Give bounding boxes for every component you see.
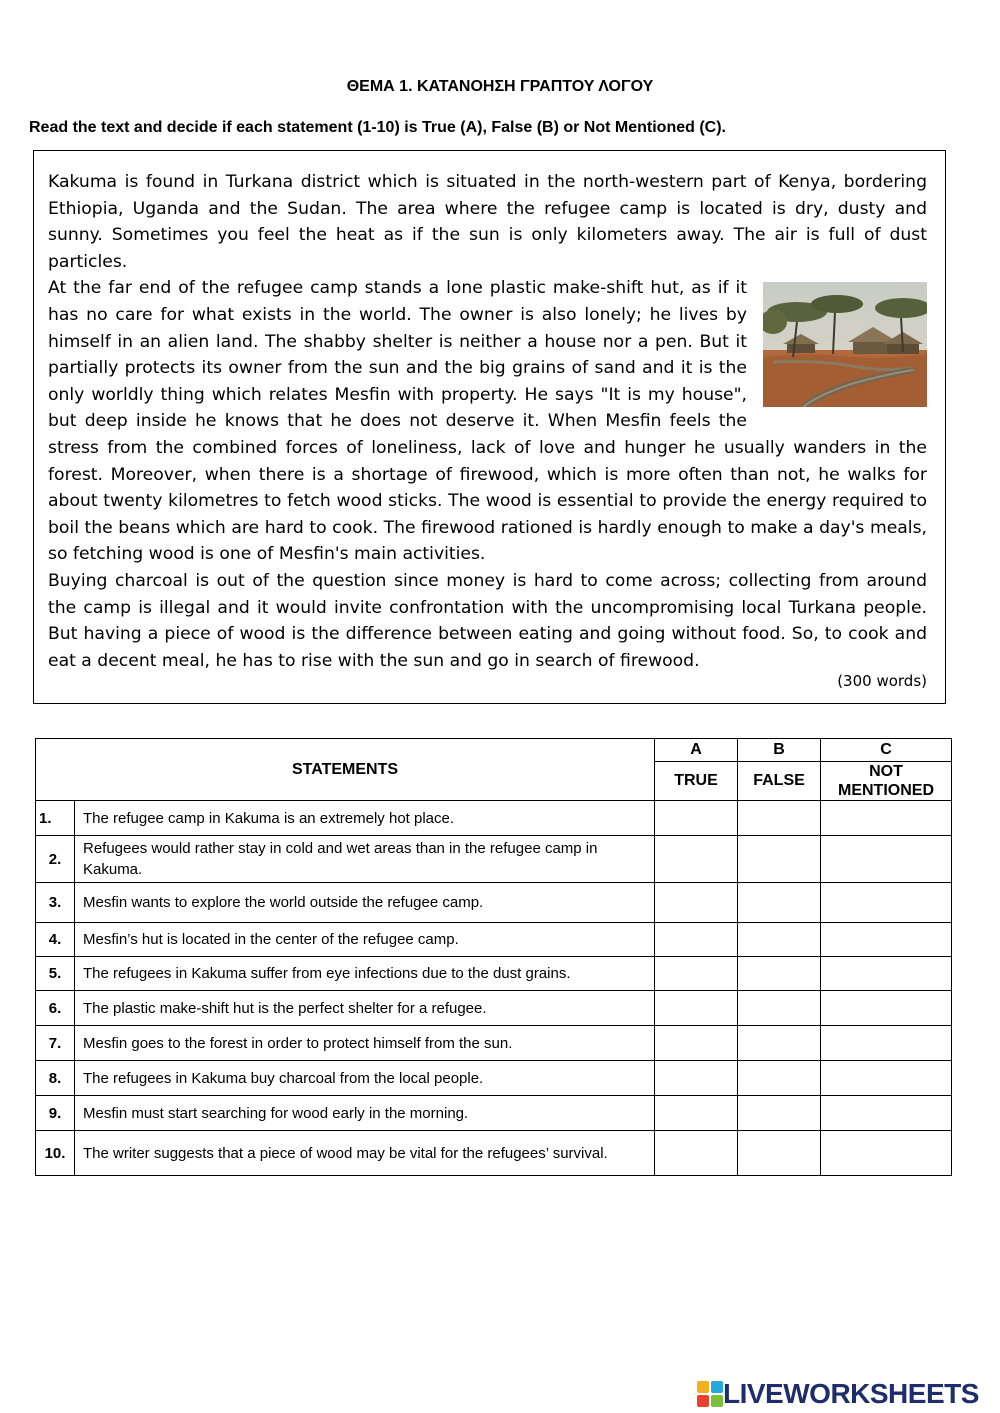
answer-cell-b[interactable]: [738, 923, 821, 957]
passage-paragraph-1: Kakuma is found in Turkana district which is situated in the north-western part of Kenya, bordering Ethiopia, Uganda and the Sudan. The area where the refugee camp is located is dry, dusty and sunny. Sometimes you feel the heat as if the sun is only kilometers away. The air is full of dust particles.: [48, 172, 927, 272]
answer-cell-a[interactable]: [655, 1096, 738, 1131]
answer-cell-a[interactable]: [655, 1026, 738, 1061]
statement-text: The refugees in Kakuma buy charcoal from the local people.: [75, 1061, 655, 1096]
statement-number: 10.: [36, 1131, 75, 1176]
statement-text: The writer suggests that a piece of wood may be vital for the refugees’ survival.: [75, 1131, 655, 1176]
statement-number: 8.: [36, 1061, 75, 1096]
statement-number: 2.: [36, 836, 75, 883]
statement-text: Mesfin must start searching for wood early in the morning.: [75, 1096, 655, 1131]
column-false-label: FALSE: [738, 762, 821, 801]
table-row: [36, 991, 952, 1026]
statement-number: 1.: [36, 801, 75, 836]
column-a-letter: A: [655, 739, 738, 762]
passage-paragraph-3: Buying charcoal is out of the question since money is hard to come across; collecting from around the camp is illegal and it would invite confrontation with the uncompromising local Turkana people. But having a piece of wood is the difference between eating and going without food. So, to cook and eat a decent meal, he has to rise with the sun and go in search of firewood.: [48, 570, 927, 671]
liveworksheets-logo-icon: [697, 1381, 723, 1407]
statement-text: The refugees in Kakuma suffer from eye infections due to the dust grains.: [75, 957, 655, 991]
reading-passage: [33, 150, 946, 704]
answer-cell-b[interactable]: [738, 883, 821, 923]
statement-number: 5.: [36, 957, 75, 991]
word-count: (300 words): [837, 672, 927, 691]
answer-cell-a[interactable]: [655, 923, 738, 957]
table-row: [36, 957, 952, 991]
statement-number: 7.: [36, 1026, 75, 1061]
statement-number: 9.: [36, 1096, 75, 1131]
answer-cell-b[interactable]: [738, 1026, 821, 1061]
answer-cell-c[interactable]: [821, 1096, 952, 1131]
answer-cell-b[interactable]: [738, 1061, 821, 1096]
passage-paragraph-2: At the far end of the refugee camp stands a lone plastic make-shift hut, as if it has no care for what exists in the world. The owner is also lonely; he lives by himself in an alien land. The shabby shelter is neither a house nor a pen. But it partially protects its owner from the sun and the big grains of sand and it is the only worldly thing which relates Mesfin with property. He says "It is my house", but deep inside he knows that he does not deserve it. When Mesfin feels the stress from the combined forces of loneliness, lack of love and hunger he usually wanders in the forest. Moreover, when there is a shortage of firewood, which is more often than not, he walks for about twenty kilometres to fetch wood sticks. The wood is essential to provide the energy required to boil the beans which are hard to cook. The firewood rationed is hardly enough to make a day's meals, so fetching wood is one of Mesfin's main activities.: [48, 278, 927, 565]
instructions: Read the text and decide if each statement (1-10) is True (A), False (B) or Not Mentioned (C).: [29, 119, 726, 136]
statement-number: 6.: [36, 991, 75, 1026]
answer-cell-b[interactable]: [738, 801, 821, 836]
table-row: [36, 923, 952, 957]
answer-cell-a[interactable]: [655, 801, 738, 836]
answer-cell-a[interactable]: [655, 883, 738, 923]
answer-cell-a[interactable]: [655, 991, 738, 1026]
answer-cell-c[interactable]: [821, 923, 952, 957]
answer-cell-c[interactable]: [821, 1026, 952, 1061]
answer-cell-c[interactable]: [821, 801, 952, 836]
statement-text: Mesfin goes to the forest in order to protect himself from the sun.: [75, 1026, 655, 1061]
answer-cell-c[interactable]: [821, 883, 952, 923]
statement-text: Mesfin wants to explore the world outside the refugee camp.: [75, 883, 655, 923]
table-row: [36, 1131, 952, 1176]
table-row: [36, 1061, 952, 1096]
table-row: [36, 801, 952, 836]
column-b-letter: B: [738, 739, 821, 762]
column-true-label: TRUE: [655, 762, 738, 801]
answer-cell-c[interactable]: [821, 1131, 952, 1176]
not-mentioned-line-1: NOT: [869, 763, 903, 780]
table-row: [36, 836, 952, 883]
column-c-letter: C: [821, 739, 952, 762]
page-title: ΘΕΜΑ 1. ΚΑΤΑΝΟΗΣΗ ΓΡΑΠΤΟΥ ΛΟΓΟΥ: [346, 78, 654, 95]
table-row: [36, 1096, 952, 1131]
answer-cell-a[interactable]: [655, 1131, 738, 1176]
statement-number: 4.: [36, 923, 75, 957]
statement-text: The refugee camp in Kakuma is an extremely hot place.: [75, 801, 655, 836]
answer-cell-b[interactable]: [738, 1131, 821, 1176]
answer-cell-b[interactable]: [738, 1096, 821, 1131]
statements-header: STATEMENTS: [36, 739, 655, 801]
answer-cell-c[interactable]: [821, 836, 952, 883]
liveworksheets-logo: [697, 1378, 979, 1410]
statements-table: [35, 738, 952, 1176]
statement-number: 3.: [36, 883, 75, 923]
answer-cell-a[interactable]: [655, 957, 738, 991]
answer-cell-b[interactable]: [738, 957, 821, 991]
not-mentioned-line-2: MENTIONED: [838, 782, 934, 799]
table-row: [36, 1026, 952, 1061]
answer-cell-c[interactable]: [821, 957, 952, 991]
logo-text: LIVEWORKSHEETS: [723, 1378, 979, 1409]
statement-text: The plastic make-shift hut is the perfect shelter for a refugee.: [75, 991, 655, 1026]
answer-cell-c[interactable]: [821, 991, 952, 1026]
savanna-hut-photo: [763, 282, 927, 407]
answer-cell-c[interactable]: [821, 1061, 952, 1096]
table-row: [36, 883, 952, 923]
answer-cell-a[interactable]: [655, 1061, 738, 1096]
answer-cell-a[interactable]: [655, 836, 738, 883]
answer-cell-b[interactable]: [738, 836, 821, 883]
statement-text: Mesfin’s hut is located in the center of the refugee camp.: [75, 923, 655, 957]
answer-cell-b[interactable]: [738, 991, 821, 1026]
column-not-mentioned-label: [821, 762, 952, 801]
statement-text: Refugees would rather stay in cold and wet areas than in the refugee camp in Kakuma.: [75, 836, 655, 883]
